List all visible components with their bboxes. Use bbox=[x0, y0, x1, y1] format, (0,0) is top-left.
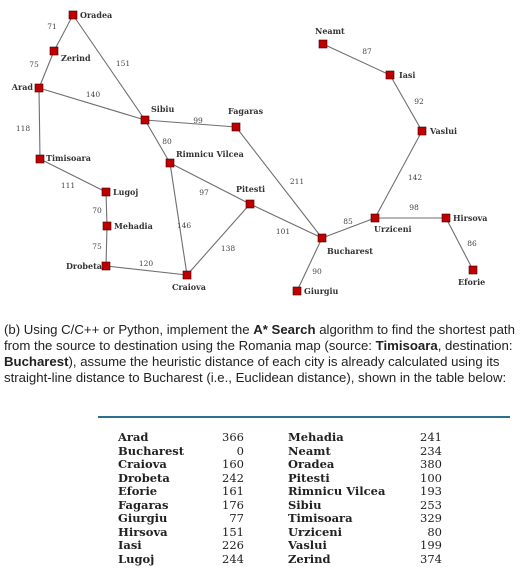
table-left-city-1: Bucharest bbox=[118, 443, 185, 458]
distance-label-lugoj-mehadia: 70 bbox=[92, 206, 102, 215]
city-node-hirsova bbox=[442, 214, 450, 222]
city-label-lugoj: Lugoj bbox=[113, 187, 139, 197]
table-column-right-cities bbox=[288, 431, 385, 566]
table-left-value-4: 161 bbox=[222, 484, 244, 498]
city-label-timisoara: Timisoara bbox=[46, 153, 91, 163]
road-craiova-pitesti bbox=[187, 204, 250, 275]
city-label-pitesti: Pitesti bbox=[236, 184, 266, 194]
question-middle-2: , destination: bbox=[437, 338, 513, 353]
distance-label-zerind-arad: 75 bbox=[29, 60, 39, 69]
table-column-left-values bbox=[210, 431, 244, 566]
table-left-value-2: 160 bbox=[222, 457, 244, 471]
road-layer bbox=[39, 15, 473, 291]
table-right-city-1: Neamt bbox=[288, 443, 331, 458]
city-node-vaslui bbox=[418, 127, 426, 135]
distance-label-sibiu-fagaras: 99 bbox=[193, 116, 203, 125]
table-right-city-6: Timisoara bbox=[288, 511, 353, 525]
table-left-city-0: Arad bbox=[118, 430, 149, 444]
city-node-lugoj bbox=[102, 188, 110, 196]
table-right-city-4: Rimnicu Vilcea bbox=[288, 484, 386, 498]
city-node-drobeta bbox=[102, 262, 110, 270]
question-text bbox=[4, 322, 528, 386]
table-right-value-0: 241 bbox=[420, 430, 442, 444]
city-label-urziceni: Urziceni bbox=[374, 224, 412, 234]
road-zerind-arad bbox=[39, 51, 54, 88]
city-node-giurgiu bbox=[293, 287, 301, 295]
city-node-rimnicu bbox=[166, 159, 174, 167]
question-suffix: ), assume the heuristic distance of each city is already calculated using its straight-line distance to Bucharest (i.e., Euclidean distance), shown in the table below: bbox=[4, 354, 507, 385]
distance-label-hirsova-eforie: 86 bbox=[467, 239, 477, 248]
road-sibiu-fagaras bbox=[145, 120, 236, 127]
distance-label-iasi-neamt: 87 bbox=[362, 47, 372, 56]
city-node-urziceni bbox=[371, 214, 379, 222]
city-node-zerind bbox=[50, 47, 58, 55]
distance-label-bucharest-giurgiu: 90 bbox=[312, 267, 322, 276]
table-right-city-5: Sibiu bbox=[288, 497, 322, 512]
city-label-craiova: Craiova bbox=[172, 282, 206, 292]
distance-label-oradea-sibiu: 151 bbox=[115, 59, 131, 68]
city-label-vaslui: Vaslui bbox=[430, 126, 458, 136]
road-lugoj-mehadia bbox=[106, 192, 107, 226]
table-right-city-3: Pitesti bbox=[288, 470, 330, 485]
table-right-value-9: 374 bbox=[420, 551, 442, 566]
table-right-value-4: 193 bbox=[420, 484, 442, 498]
table-left-value-8: 226 bbox=[222, 538, 244, 552]
table-left-value-1: 0 bbox=[236, 443, 244, 458]
road-arad-timisoara bbox=[39, 88, 40, 159]
city-label-drobeta: Drobeta bbox=[65, 261, 102, 271]
table-right-city-7: Urziceni bbox=[288, 524, 343, 539]
city-node-bucharest bbox=[318, 234, 326, 242]
table-left-city-9: Lugoj bbox=[118, 551, 155, 566]
destination-city: Bucharest bbox=[4, 354, 69, 369]
table-left-value-9: 244 bbox=[222, 551, 244, 566]
table-top-rule bbox=[98, 416, 510, 418]
city-node-sibiu bbox=[141, 116, 149, 124]
table-left-city-6: Giurgiu bbox=[118, 511, 168, 525]
distance-label-drobeta-craiova: 120 bbox=[138, 259, 154, 268]
distance-label-craiova-pitesti: 138 bbox=[220, 244, 236, 253]
city-label-arad: Arad bbox=[11, 82, 33, 92]
table-right-value-2: 380 bbox=[420, 457, 442, 471]
city-label-rimnicu: Rimnicu Vilcea bbox=[176, 149, 244, 159]
distance-label-vaslui-iasi: 92 bbox=[414, 97, 424, 106]
city-node-arad bbox=[35, 84, 43, 92]
road-iasi-neamt bbox=[323, 44, 390, 75]
table-left-value-5: 176 bbox=[222, 497, 244, 512]
table-left-value-0: 366 bbox=[222, 430, 244, 444]
source-city: Timisoara bbox=[375, 338, 438, 353]
table-column-left-cities bbox=[118, 431, 184, 566]
table-left-city-8: Iasi bbox=[118, 538, 142, 552]
table-column-right-values bbox=[408, 431, 442, 566]
question-middle-1: algorithm to find the shortest path from the source to destination using the Romania map (source: bbox=[4, 322, 515, 353]
table-right-city-9: Zerind bbox=[288, 551, 331, 566]
distance-label-mehadia-drobeta: 75 bbox=[92, 242, 102, 251]
distance-label-fagaras-bucharest: 211 bbox=[289, 177, 305, 186]
city-label-giurgiu: Giurgiu bbox=[304, 286, 339, 296]
city-label-hirsova: Hirsova bbox=[453, 213, 488, 223]
distance-label-pitesti-bucharest: 101 bbox=[275, 227, 291, 236]
distance-label-urziceni-vaslui: 142 bbox=[407, 173, 423, 182]
city-label-mehadia: Mehadia bbox=[114, 221, 153, 231]
algorithm-name: A* Search bbox=[253, 322, 316, 337]
table-left-value-3: 242 bbox=[222, 470, 244, 485]
distance-label-oradea-zerind: 71 bbox=[47, 22, 57, 31]
table-left-value-7: 151 bbox=[222, 524, 244, 539]
question-prefix: (b) Using C/C++ or Python, implement the bbox=[4, 322, 254, 337]
distance-label-sibiu-rimnicu: 80 bbox=[162, 137, 172, 146]
table-left-city-3: Drobeta bbox=[118, 470, 170, 485]
city-node-oradea bbox=[69, 11, 77, 19]
distance-label-arad-timisoara: 118 bbox=[15, 124, 31, 133]
distance-label-rimnicu-pitesti: 97 bbox=[199, 188, 209, 197]
city-node-neamt bbox=[319, 40, 327, 48]
road-mehadia-drobeta bbox=[106, 226, 107, 266]
city-label-iasi: Iasi bbox=[399, 70, 416, 80]
city-label-neamt: Neamt bbox=[315, 26, 345, 36]
table-right-value-1: 234 bbox=[420, 443, 442, 458]
city-label-fagaras: Fagaras bbox=[228, 106, 264, 116]
city-node-iasi bbox=[386, 71, 394, 79]
table-left-city-4: Eforie bbox=[118, 484, 158, 498]
table-right-city-8: Vaslui bbox=[288, 538, 327, 552]
road-rimnicu-craiova bbox=[170, 163, 187, 275]
city-label-sibiu: Sibiu bbox=[151, 104, 175, 114]
table-right-city-2: Oradea bbox=[288, 457, 335, 471]
city-node-mehadia bbox=[103, 222, 111, 230]
road-fagaras-bucharest bbox=[236, 127, 322, 238]
city-node-pitesti bbox=[246, 200, 254, 208]
city-label-oradea: Oradea bbox=[80, 10, 113, 20]
distance-label-arad-sibiu: 140 bbox=[85, 90, 101, 99]
distance-label-timisoara-lugoj: 111 bbox=[60, 181, 76, 190]
city-label-zerind: Zerind bbox=[61, 53, 91, 63]
road-bucharest-giurgiu bbox=[297, 238, 322, 291]
city-label-bucharest: Bucharest bbox=[327, 246, 373, 256]
city-node-timisoara bbox=[36, 155, 44, 163]
city-node-fagaras bbox=[232, 123, 240, 131]
road-oradea-sibiu bbox=[73, 15, 145, 120]
city-node-eforie bbox=[469, 266, 477, 274]
table-right-value-6: 329 bbox=[420, 511, 442, 525]
distance-label-bucharest-urziceni: 85 bbox=[343, 217, 353, 226]
city-node-craiova bbox=[183, 271, 191, 279]
table-right-value-8: 199 bbox=[420, 538, 442, 552]
label-layer bbox=[11, 10, 488, 296]
table-left-city-5: Fagaras bbox=[118, 497, 169, 512]
table-right-value-7: 80 bbox=[427, 524, 442, 539]
table-left-value-6: 77 bbox=[229, 511, 244, 525]
table-left-city-2: Craiova bbox=[118, 457, 167, 471]
city-label-eforie: Eforie bbox=[458, 277, 486, 287]
distance-label-rimnicu-craiova: 146 bbox=[176, 221, 192, 230]
table-right-city-0: Mehadia bbox=[288, 430, 344, 444]
table-left-city-7: Hirsova bbox=[118, 524, 168, 539]
road-oradea-zerind bbox=[54, 15, 73, 51]
table-right-value-5: 253 bbox=[420, 497, 442, 512]
distance-label-urziceni-hirsova: 98 bbox=[409, 203, 419, 212]
table-right-value-3: 100 bbox=[420, 470, 442, 485]
